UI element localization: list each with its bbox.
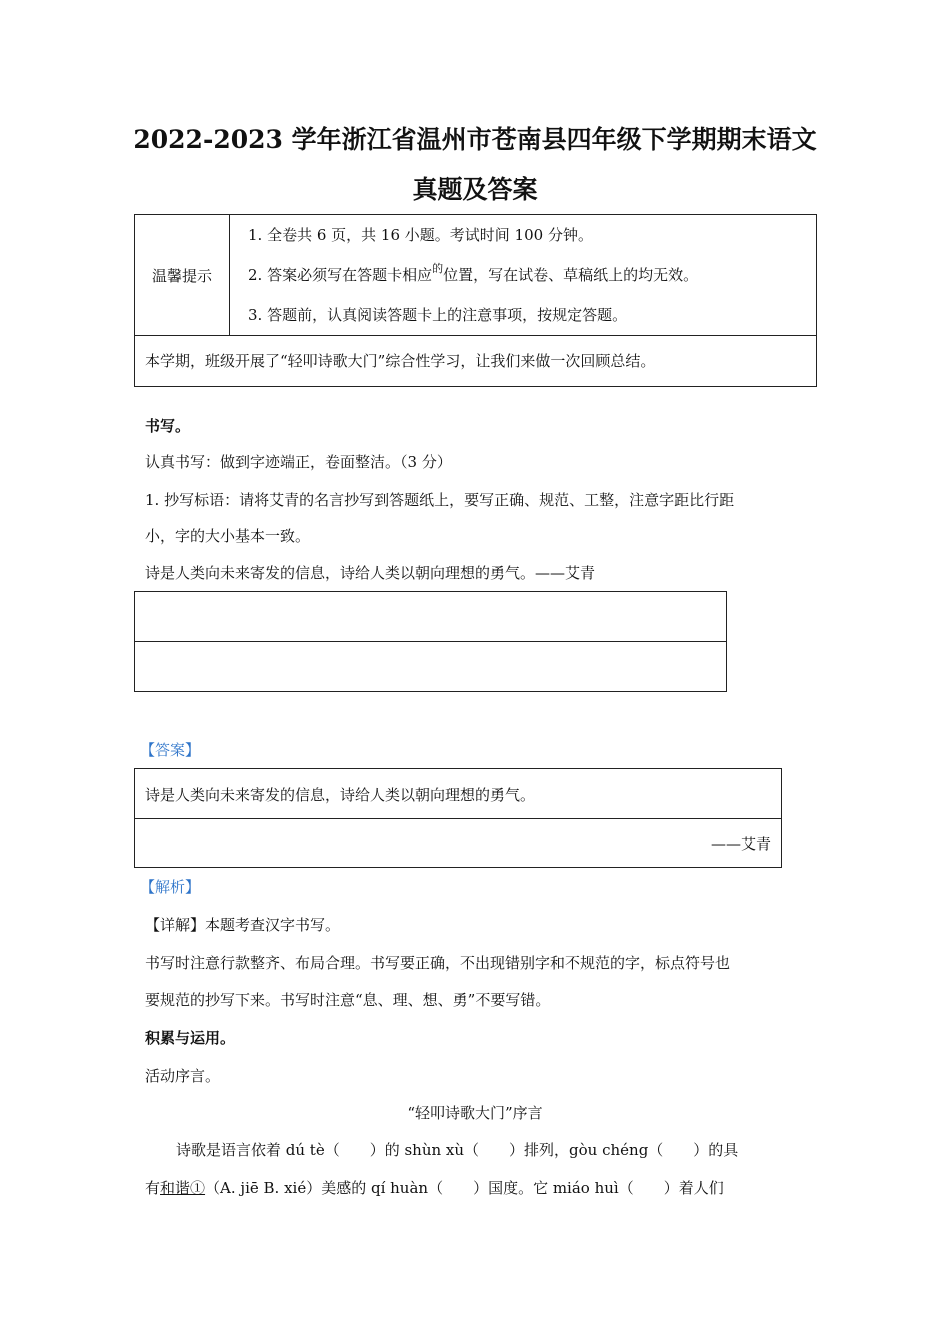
question-1-line1: 1. 抄写标语：请将艾青的名言抄写到答题纸上，要写正确、规范、工整，注意字距比行距 <box>145 491 735 509</box>
section-heading-writing: 书写。 <box>145 417 191 435</box>
section-heading-accumulation: 积累与运用。 <box>145 1029 236 1047</box>
answer-box <box>134 768 782 868</box>
answer-tag: 【答案】 <box>140 741 201 759</box>
tips-footer: 本学期，班级开展了“轻叩诗歌大门”综合性学习，让我们来做一次回顾总结。 <box>135 336 817 387</box>
preface-line1: 诗歌是语言依着 dú tè（ ）的 shùn xù（ ）排列，gòu chéng（ ）的具 <box>176 1141 739 1159</box>
tip-item: 1. 全卷共 6 页，共 16 小题。考试时间 100 分钟。 <box>248 226 593 244</box>
preface-title: “轻叩诗歌大门”序言 <box>407 1104 543 1122</box>
analysis-detail: 【详解】本题考查汉字书写。 <box>145 916 341 934</box>
tip-item: 3. 答题前，认真阅读答题卡上的注意事项，按规定答题。 <box>248 306 628 324</box>
tips-items <box>230 215 817 336</box>
answer-author: ——艾青 <box>710 835 771 853</box>
analysis-tag: 【解析】 <box>140 878 201 896</box>
document-title-line1: 2022-2023 学年浙江省温州市苍南县四年级下学期期末语文 <box>133 125 817 154</box>
tip-item: 2. 答案必须写在答题卡相应$^的$位置，写在试卷、草稿纸上的均无效。 <box>248 262 699 284</box>
writing-line-divider <box>135 641 726 642</box>
document-title-line2: 真题及答案 <box>412 175 538 204</box>
writing-instruction: 认真书写：做到字迹端正，卷面整洁。（3 分） <box>145 453 452 471</box>
analysis-para-line1: 书写时注意行款整齐、布局合理。书写要正确，不出现错别字和不规范的字，标点符号也 <box>145 954 731 972</box>
preface-line2: 有和谐①（A. jiē B. xié）美感的 qí huàn（ ）国度。它 miáo huì（ ）着人们 <box>145 1179 724 1197</box>
answer-quote: 诗是人类向未来寄发的信息，诗给人类以朝向理想的勇气。 <box>145 786 536 804</box>
tips-label: 温馨提示 <box>135 215 230 336</box>
answer-box-divider <box>135 818 781 819</box>
activity-preface-label: 活动序言。 <box>145 1067 221 1085</box>
analysis-para-line2: 要规范的抄写下来。书写时注意“息、理、想、勇”不要写错。 <box>145 991 551 1009</box>
exam-tips-table <box>134 214 817 387</box>
quote-to-copy: 诗是人类向未来寄发的信息，诗给人类以朝向理想的勇气。——艾青 <box>145 564 596 582</box>
copy-writing-box <box>134 591 727 692</box>
question-1-line2: 小，字的大小基本一致。 <box>145 527 311 545</box>
